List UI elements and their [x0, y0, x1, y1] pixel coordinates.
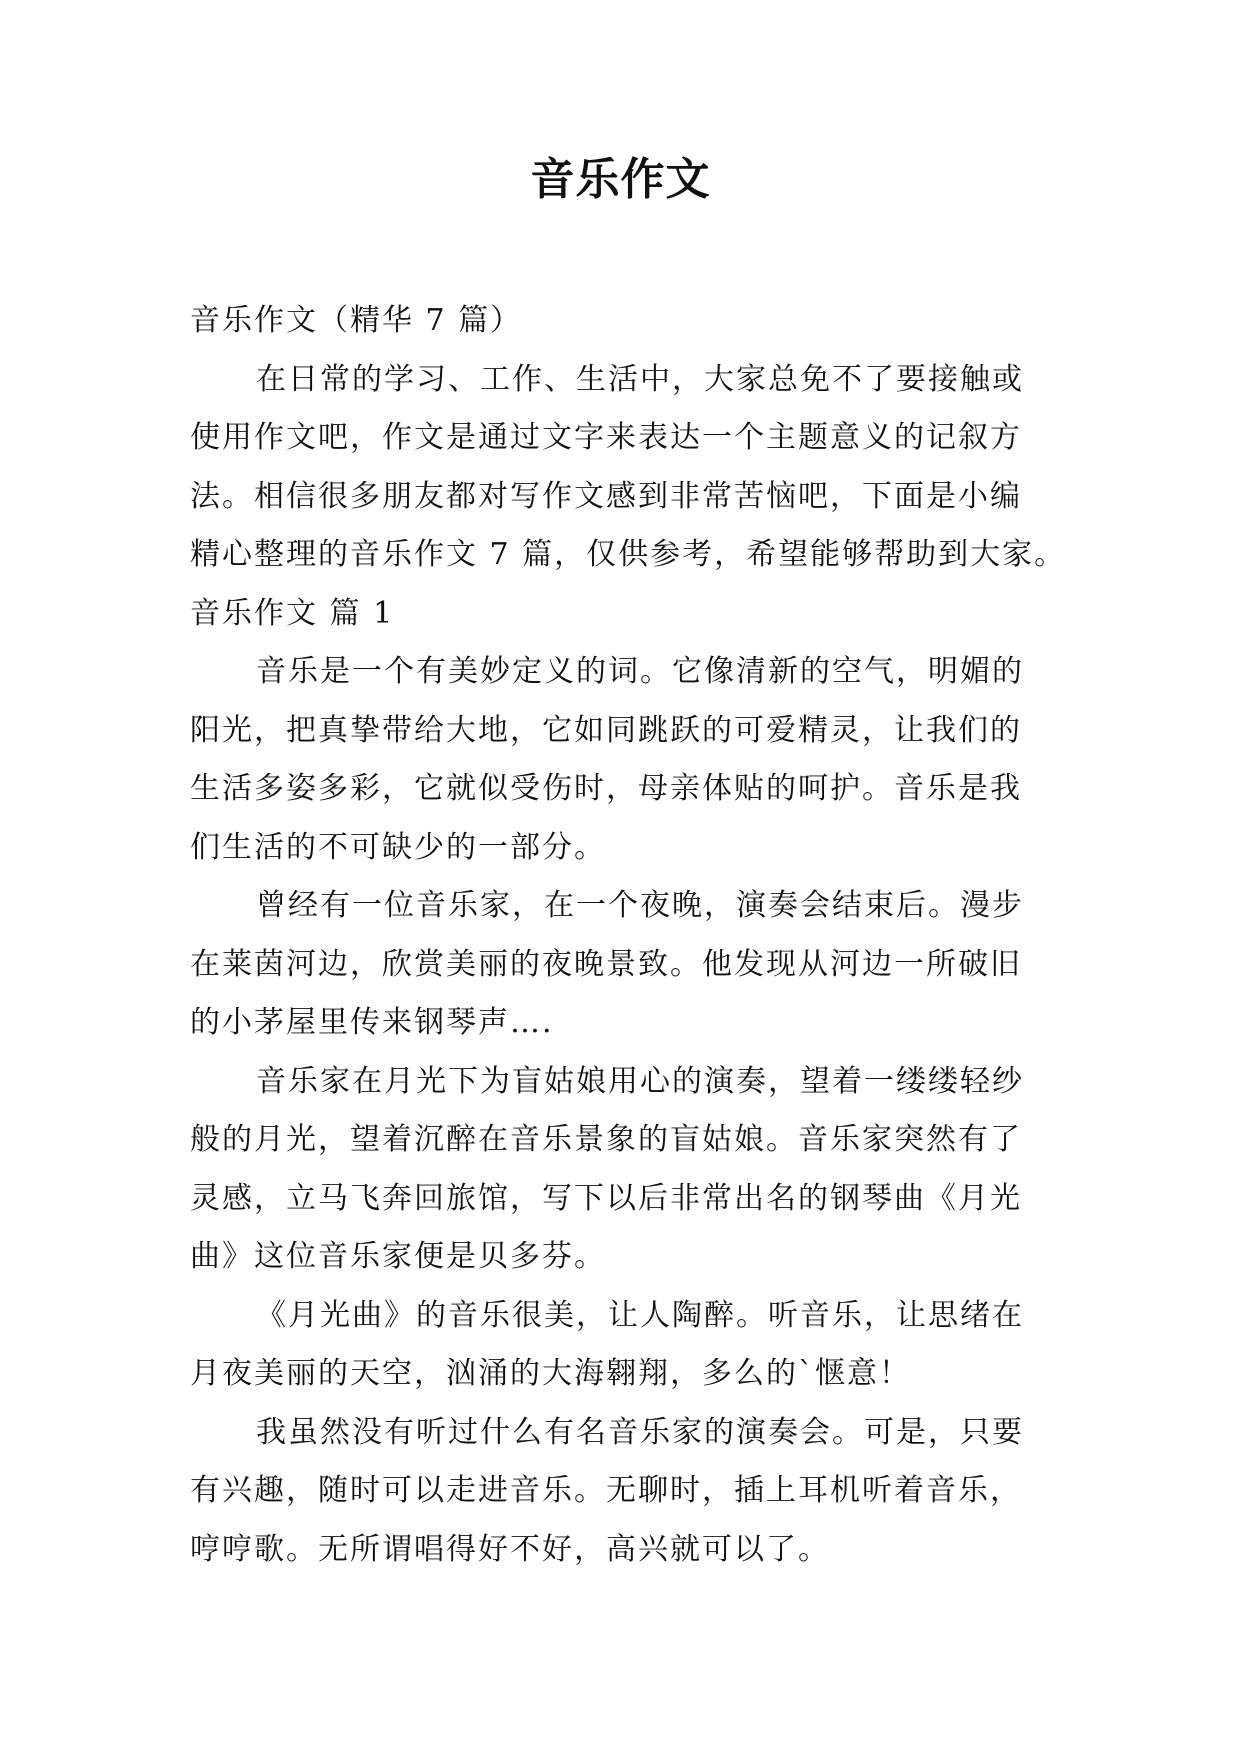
text-line: 的小茅屋里传来钢琴声….	[190, 1005, 554, 1040]
text-line: 使用作文吧，作文是通过文字来表达一个主题意义的记叙方	[190, 420, 1022, 455]
text-line: 般的月光，望着沉醉在音乐景象的盲姑娘。音乐家突然有了	[190, 1122, 1022, 1157]
text-line: 哼哼歌。无所谓唱得好不好，高兴就可以了。	[190, 1531, 830, 1567]
text-line: 灵感，立马飞奔回旅馆，写下以后非常出名的钢琴曲《月光	[190, 1180, 1022, 1216]
text-line: 生活多姿多彩，它就似受伤时，母亲体贴的呵护。音乐是我	[190, 771, 1022, 806]
text-line: 月夜美丽的天空，汹涌的大海翱翔，多么的`惬意！	[190, 1356, 911, 1391]
document-title: 音乐作文	[530, 154, 711, 205]
text-line: 音乐作文（精华 7 篇）	[190, 303, 523, 338]
text-line: 法。相信很多朋友都对写作文感到非常苦恼吧，下面是小编	[190, 478, 1022, 514]
text-line: 曾经有一位音乐家，在一个夜晚，演奏会结束后。漫步	[256, 888, 1024, 923]
text-line: 音乐家在月光下为盲姑娘用心的演奏，望着一缕缕轻纱	[256, 1063, 1024, 1099]
text-line: 曲》这位音乐家便是贝多芬。	[190, 1239, 606, 1274]
text-line: 音乐是一个有美妙定义的词。它像清新的空气，明媚的	[256, 654, 1024, 689]
text-line: 在日常的学习、工作、生活中，大家总免不了要接触或	[256, 361, 1024, 397]
text-line: 们生活的不可缺少的一部分。	[190, 829, 606, 865]
text-line: 有兴趣，随时可以走进音乐。无聊时，插上耳机听着音乐，	[190, 1473, 1022, 1508]
text-line: 在莱茵河边，欣赏美丽的夜晚景致。他发现从河边一所破旧	[190, 946, 1022, 982]
document-body	[190, 292, 1070, 1579]
text-line: 我虽然没有听过什么有名音乐家的演奏会。可是，只要	[256, 1414, 1024, 1450]
text-line: 音乐作文 篇 1	[190, 595, 395, 631]
text-line: 《月光曲》的音乐很美，让人陶醉。听音乐，让思绪在	[256, 1297, 1024, 1333]
text-line: 阳光，把真挚带给大地，它如同跳跃的可爱精灵，让我们的	[190, 712, 1022, 748]
text-line: 精心整理的音乐作文 7 篇，仅供参考，希望能够帮助到大家。	[190, 537, 1067, 572]
